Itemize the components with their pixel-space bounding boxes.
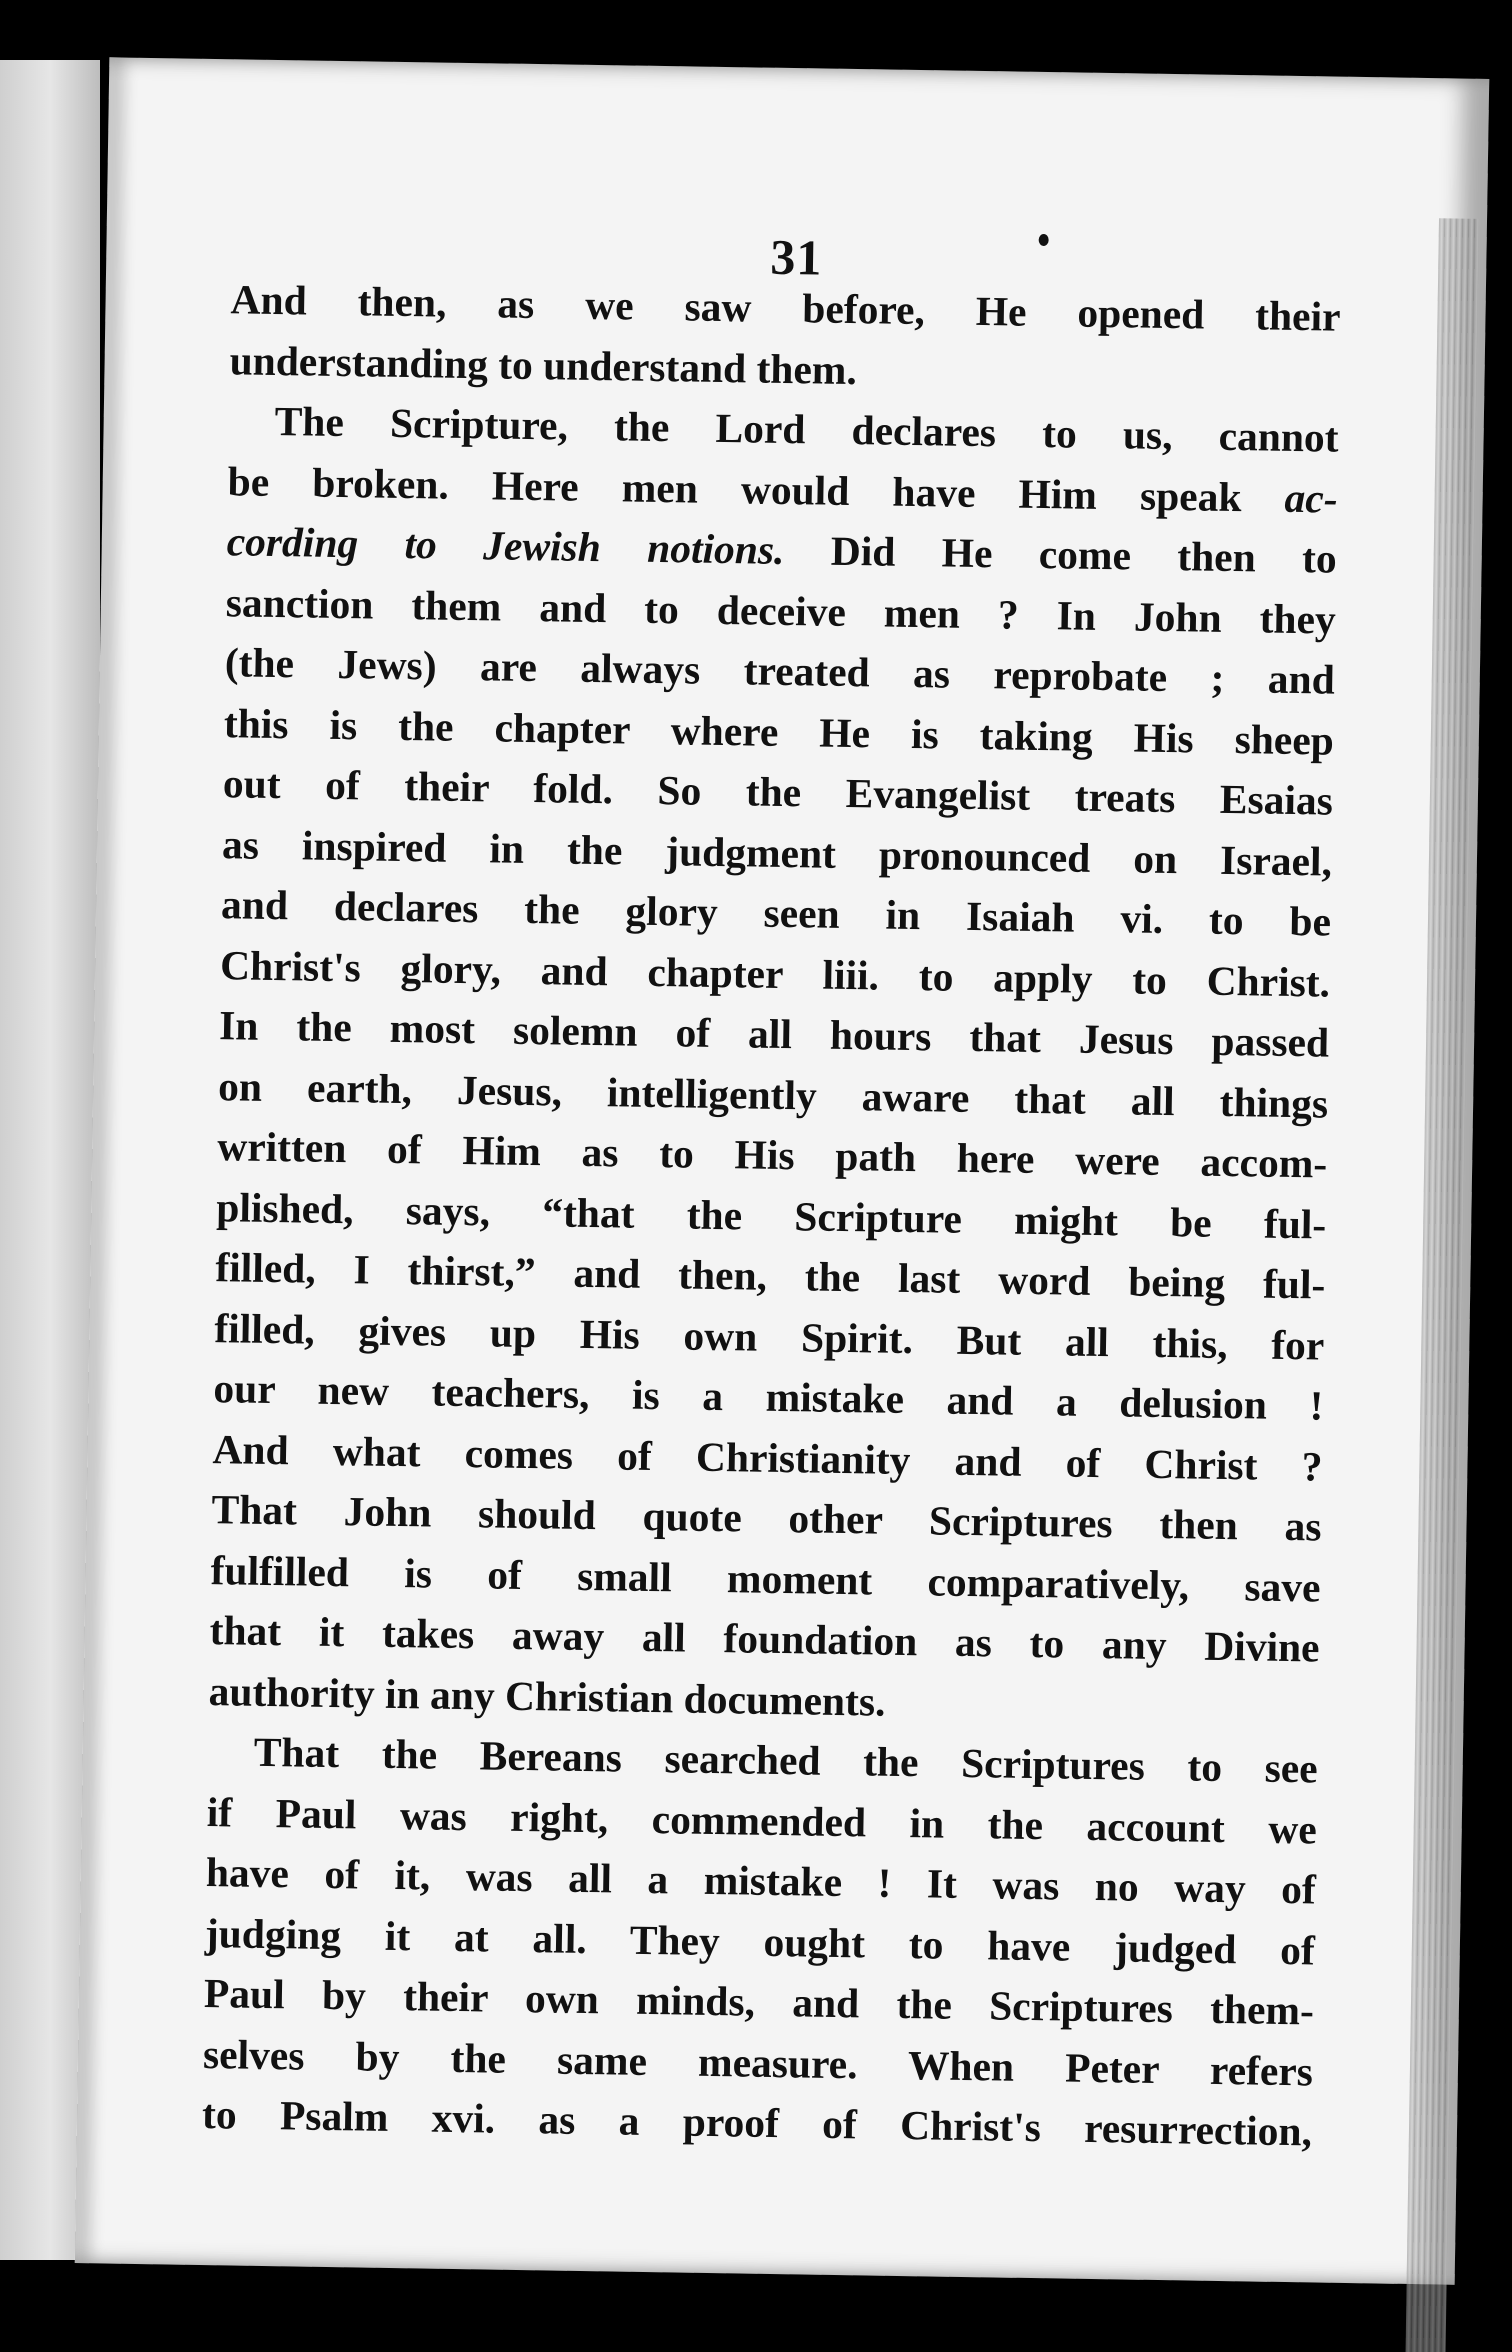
page-number: 31	[769, 228, 823, 286]
text-segment: this is the chapter where He is taking His sheep	[223, 699, 1335, 764]
text-segment: authority in any Christian documents.	[208, 1667, 886, 1725]
text-segment: sanction them and to deceive men ? In John they	[225, 578, 1337, 643]
text-segment: that it takes away all foundation as to any Divine	[209, 1607, 1320, 1671]
text-segment: selves by the same measure. When Peter refers	[202, 2030, 1314, 2094]
text-segment: written of Him as to His path here were accom-	[216, 1123, 1328, 1187]
page-stack-edge	[1405, 218, 1479, 2352]
text-segment: as inspired in the judgment pronounced on Israel,	[221, 820, 1333, 885]
text-segment: filled, I thirst,” and then, the last word being ful-	[215, 1244, 1326, 1308]
text-segment: Paul by their own minds, and the Scriptures them-	[203, 1970, 1315, 2034]
text-segment: Christ's glory, and chapter liii. to apply to Christ.	[219, 941, 1331, 1006]
book-page	[75, 57, 1489, 2284]
text-segment: plished, says, “that the Scripture might be ful-	[216, 1183, 1327, 1248]
text-segment: judging it at all. They ought to have judged of	[204, 1909, 1316, 1973]
text-segment: That John should quote other Scriptures then as	[211, 1486, 1322, 1550]
text-segment: And then, as we saw before, He opened their	[230, 276, 1341, 340]
text-segment: be broken. Here men would have Him speak	[227, 457, 1286, 521]
text-segment: our new teachers, is a mistake and a delusion !	[213, 1365, 1324, 1429]
text-segment: filled, gives up His own Spirit. But all this, for	[214, 1304, 1325, 1369]
body-text	[202, 269, 1341, 2162]
text-segment: and declares the glory seen in Isaiah vi. to be	[220, 881, 1332, 945]
text-segment: And what comes of Christianity and of Christ ?	[212, 1425, 1323, 1490]
text-segment: to Psalm xvi. as a proof of Christ's resurrection,	[201, 2091, 1313, 2155]
text-segment: That the Bereans searched the Scriptures to see	[253, 1728, 1319, 1792]
text-segment: The Scripture, the Lord declares to us, cannot	[274, 397, 1339, 461]
text-segment: In the most solemn of all hours that Jesus passed	[218, 1002, 1330, 1066]
text-segment: out of their fold. So the Evangelist treats Esaias	[222, 760, 1334, 824]
italic-segment: cording to Jewish notions.	[226, 518, 785, 573]
text-segment: (the Jews) are always treated as reprobate ; and	[224, 639, 1336, 703]
text-segment: have of it, was all a mistake ! It was no way of	[205, 1849, 1317, 1913]
text-segment: understanding to understand them.	[229, 336, 858, 393]
text-segment: Did He come then to	[784, 526, 1338, 582]
text-segment: if Paul was right, commended in the account we	[206, 1788, 1318, 1852]
text-segment: fulfilled is of small moment comparatively, save	[210, 1546, 1321, 1611]
text-segment: on earth, Jesus, intelligently aware that all things	[217, 1062, 1329, 1127]
italic-segment: ac-	[1284, 474, 1338, 522]
